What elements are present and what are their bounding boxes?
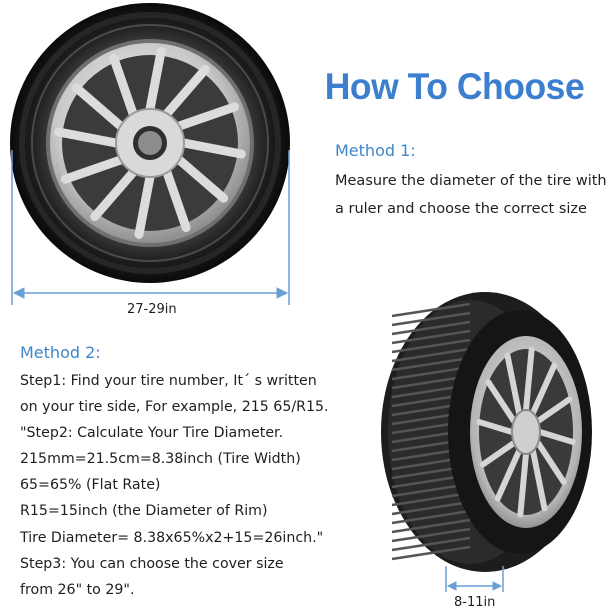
tire-angled-icon [381, 292, 592, 572]
page-title: How To Choose [324, 66, 585, 107]
method2-line: Step3: You can choose the cover size [20, 555, 284, 572]
method2-line: "Step2: Calculate Your Tire Diameter. [20, 425, 284, 442]
method1-text [335, 167, 610, 223]
diameter-label: 27-29in [127, 302, 177, 317]
method1-heading: Method 1: [335, 141, 416, 160]
method2-line: Tire Diameter= 8.38x65%x2+15=26inch." [20, 529, 324, 546]
width-label: 8-11in [454, 595, 496, 610]
method2-line: 215mm=21.5cm=8.38inch (Tire Width) [20, 451, 301, 468]
method1-line: Measure the diameter of the tire with [335, 173, 607, 189]
method1-line: a ruler and choose the correct size [335, 201, 587, 217]
method2-heading: Method 2: [20, 343, 101, 362]
method2-line: on your tire side, For example, 215 65/R15. [20, 399, 329, 416]
method2-line: 65=65% (Flat Rate) [20, 477, 161, 494]
method2-line: from 26" to 29". [20, 581, 135, 598]
method2-text [20, 368, 400, 603]
method2-line: Step1: Find your tire number, It´ s written [20, 373, 317, 389]
method2-line: R15=15inch (the Diameter of Rim) [20, 503, 268, 520]
tire-front-icon [10, 3, 290, 283]
